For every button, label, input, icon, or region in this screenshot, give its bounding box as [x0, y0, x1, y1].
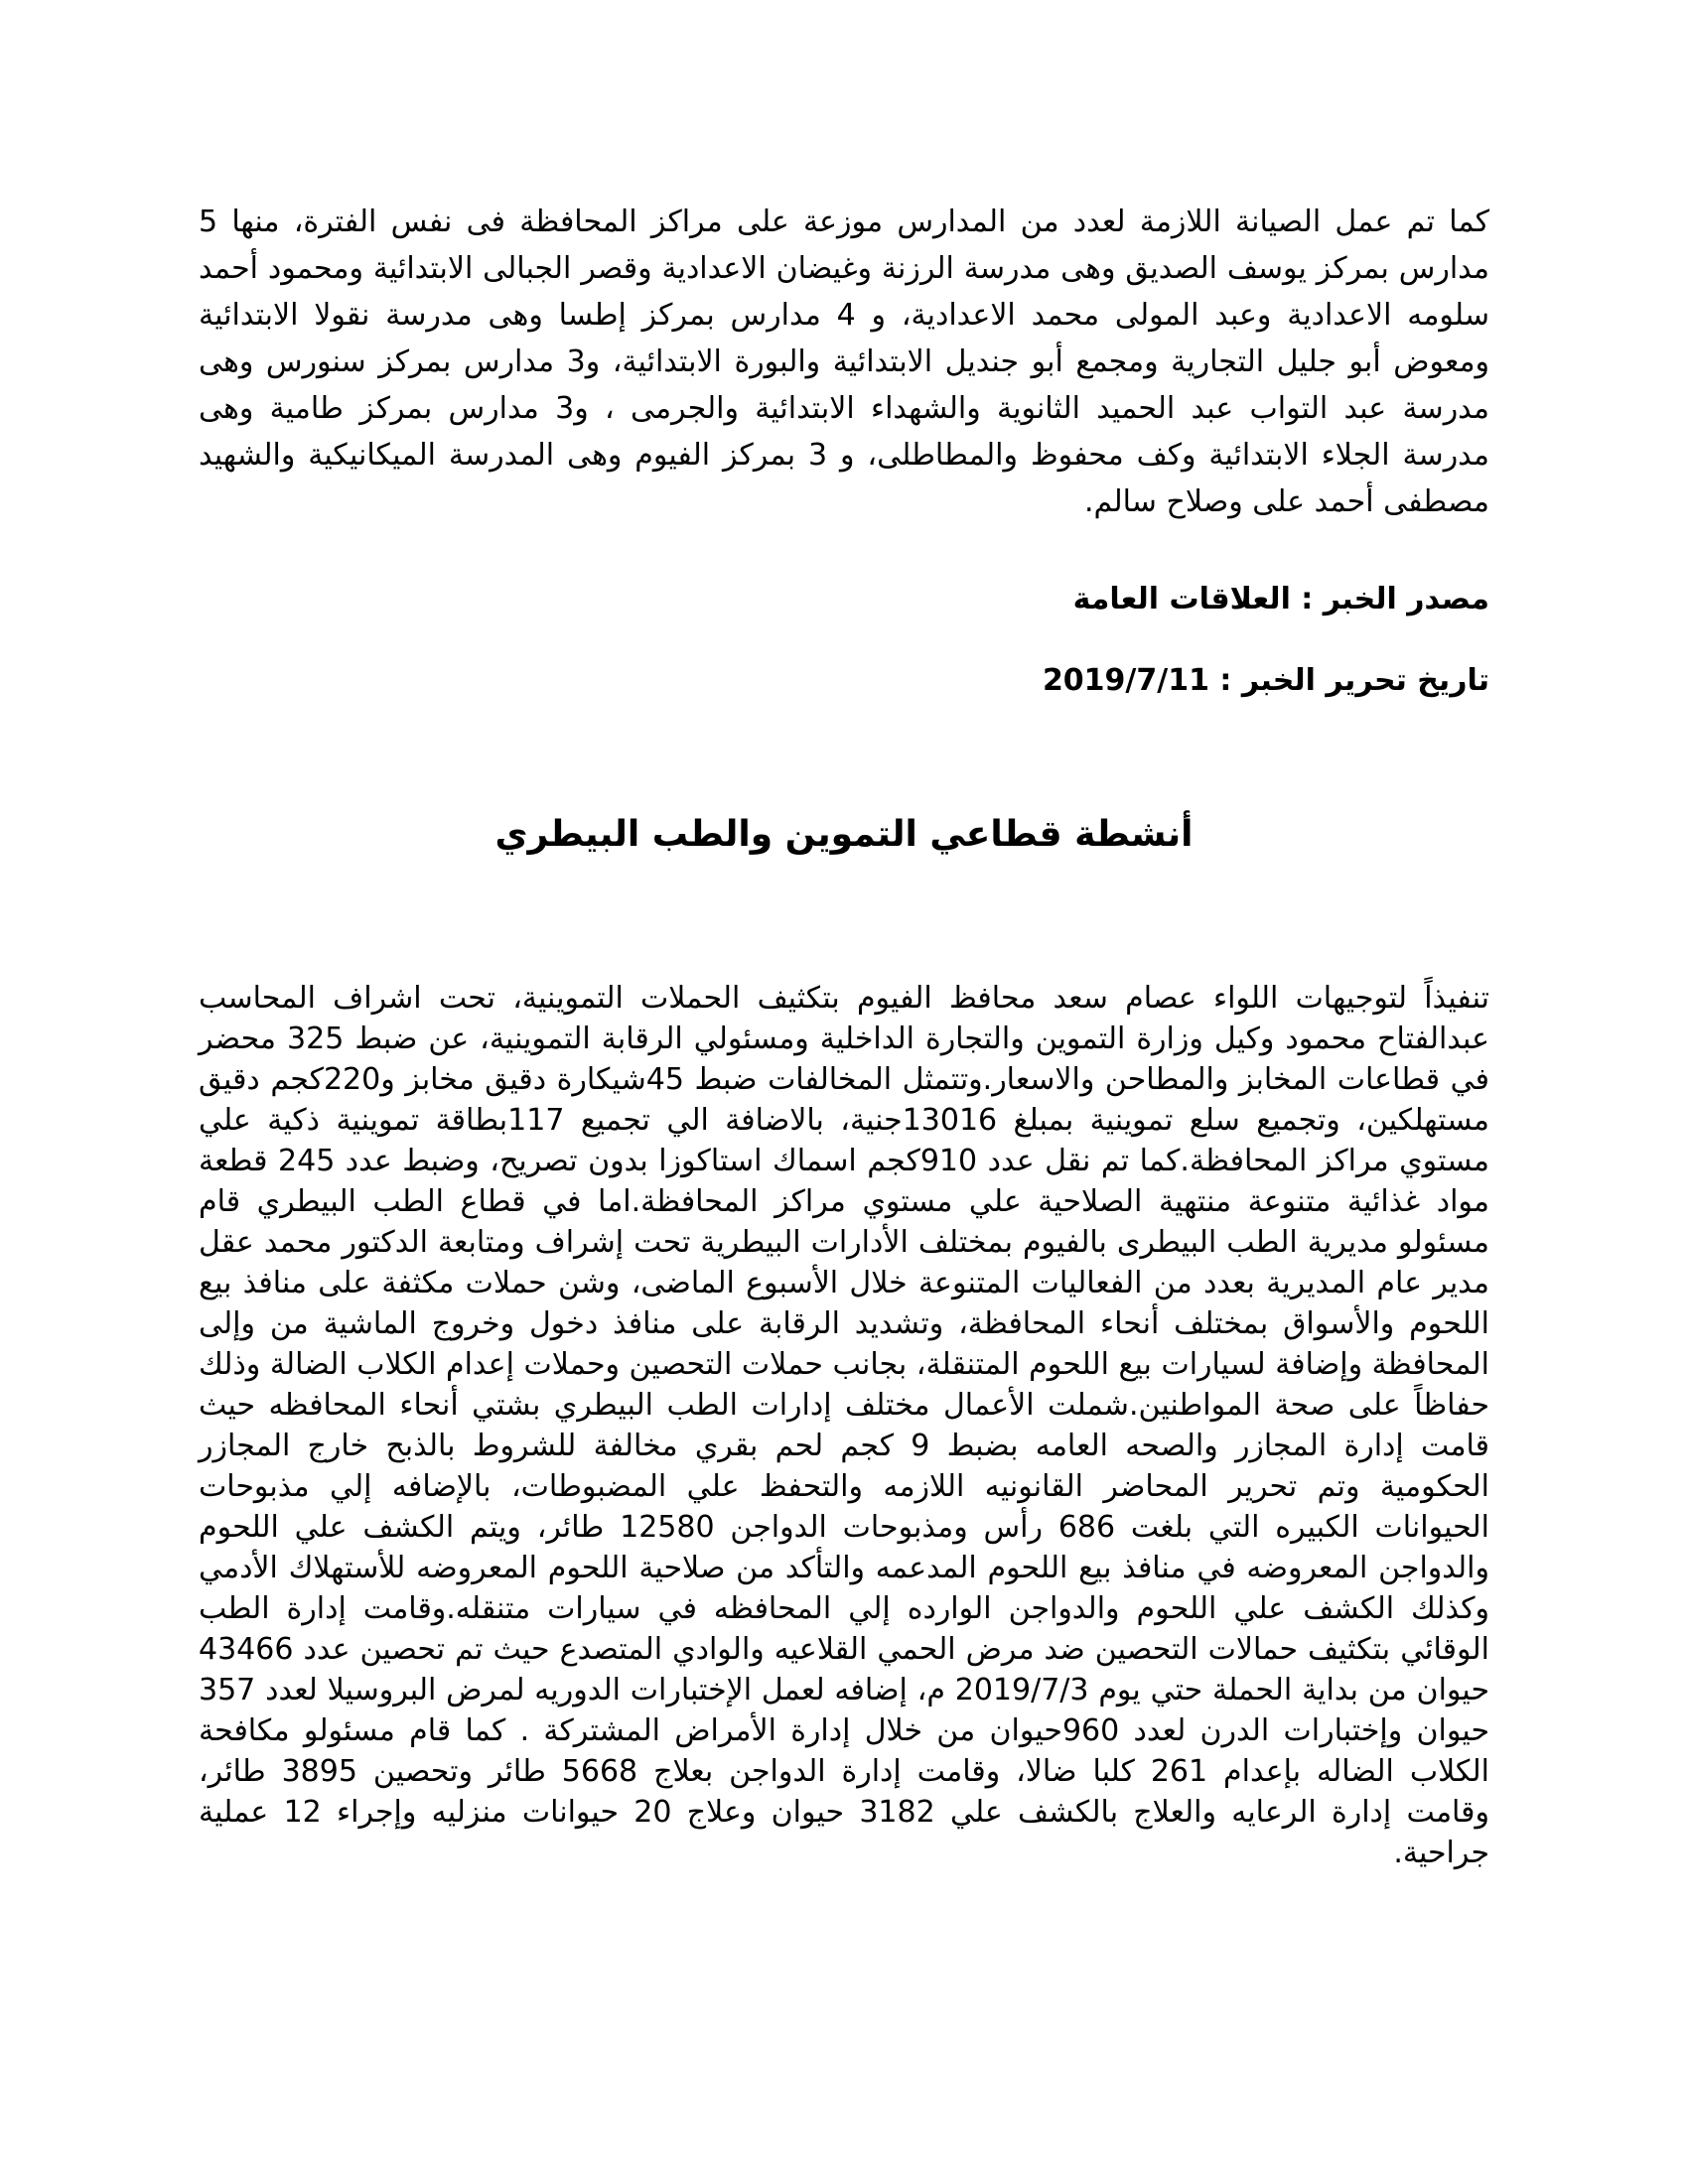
supply-veterinary-paragraph: تنفيذاً لتوجيهات اللواء عصام سعد محافظ الفيوم بتكثيف الحملات التموينية، تحت اشراف المحاسب عبدالفتاح محمود وكيل وزارة التموين والتجارة الداخلية ومسئولي الرقابة التموينية، عن ضبط 325 محضر في قطاعات المخابز والمطاحن والاسعار.وتتمثل المخالفات ضبط 45شيكارة دقيق مخابز و220كجم دقيق مستهلكين، وتجميع سلع تموينية بمبلغ 13016جنية، بالاضافة الي تجميع 117بطاقة تموينية ذكية علي مستوي مراكز المحافظة.كما تم نقل عدد 910كجم اسماك استاكوزا بدون تصريح، وضبط عدد 245 قطعة مواد غذائية متنوعة منتهية الصلاحية علي مستوي مراكز المحافظة.اما في قطاع الطب البيطري قام مسئولو مديرية الطب البيطرى بالفيوم بمختلف الأدارات البيطرية تحت إشراف ومتابعة الدكتور محمد عقل مدير عام المديرية بعدد من الفعاليات المتنوعة خلال الأسبوع الماضى، وشن حملات مكثفة على منافذ بيع اللحوم والأسواق بمختلف أنحاء المحافظة، وتشديد الرقابة على منافذ دخول وخروج الماشية من وإلى المحافظة وإضافة لسيارات بيع اللحوم المتنقلة، بجانب حملات التحصين وحملات إعدام الكلاب الضالة وذلك حفاظاً على صحة المواطنين.شملت الأعمال مختلف إدارات الطب البيطري بشتي أنحاء المحافظه حيث قامت إدارة المجازر والصحه العامه بضبط 9 كجم لحم بقري مخالفة للشروط بالذبح خارج المجازر الحكومية وتم تحرير المحاضر القانونيه اللازمه والتحفظ علي المضبوطات، بالإضافه إلي مذبوحات الحيوانات الكبيره التي بلغت 686 رأس ومذبوحات الدواجن 12580 طائر، ويتم الكشف علي اللحوم والدواجن المعروضه في منافذ بيع اللحوم المدعمه والتأكد من صلاحية اللحوم المعروضه للأستهلاك الأدمي وكذلك الكشف علي اللحوم والدواجن الوارده إلي المحافظه في سيارات متنقله.وقامت إدارة الطب الوقائي بتكثيف حمالات التحصين ضد مرض الحمي القلاعيه والوادي المتصدع حيث تم تحصين عدد 43466 حيوان من بداية الحملة حتي يوم 2019/7/3 م، إضافه لعمل الإختبارات الدوريه لمرض البروسيلا لعدد 357 حيوان وإختبارات الدرن لعدد 960حيوان من خلال إدارة الأمراض المشتركة . كما قام مسئولو مكافحة الكلاب الضاله بإعدام 261 كلبا ضالا، وقامت إدارة الدواجن بعلاج 5668 طائر وتحصين 3895 طائر، وقامت إدارة الرعايه والعلاج بالكشف علي 3182 حيوان وعلاج 20 حيوانات منزليه وإجراء 12 عملية جراحية.	[199, 981, 1490, 1870]
section-title: أنشطة قطاعي التموين والطب البيطري	[494, 814, 1194, 855]
schools-maintenance-paragraph: كما تم عمل الصيانة اللازمة لعدد من المدارس موزعة على مراكز المحافظة فى نفس الفترة، منها 5 مدارس بمركز يوسف الصديق وهى مدرسة الرزنة وغيضان الاعدادية وقصر الجبالى الابتدائية ومحمود أحمد سلومه الاعدادية وعبد المولى محمد الاعدادية، و 4 مدارس بمركز إطسا وهى مدرسة نقولا الابتدائية ومعوض أبو جليل التجارية ومجمع أبو جنديل الابتدائية والبورة الابتدائية، و3 مدارس بمركز سنورس وهى مدرسة عبد التواب عبد الحميد الثانوية والشهداء الابتدائية والجرمى ، و3 مدارس بمركز طامية وهى مدرسة الجلاء الابتدائية وكف محفوظ والمطاطلى، و 3 بمركز الفيوم وهى المدرسة الميكانيكية والشهيد مصطفى أحمد على وصلاح سالم.	[199, 205, 1489, 519]
news-source-line: مصدر الخبر : العلاقات العامة	[1072, 582, 1489, 616]
news-date-line: تاريخ تحرير الخبر : 2019/7/11	[1042, 663, 1489, 698]
